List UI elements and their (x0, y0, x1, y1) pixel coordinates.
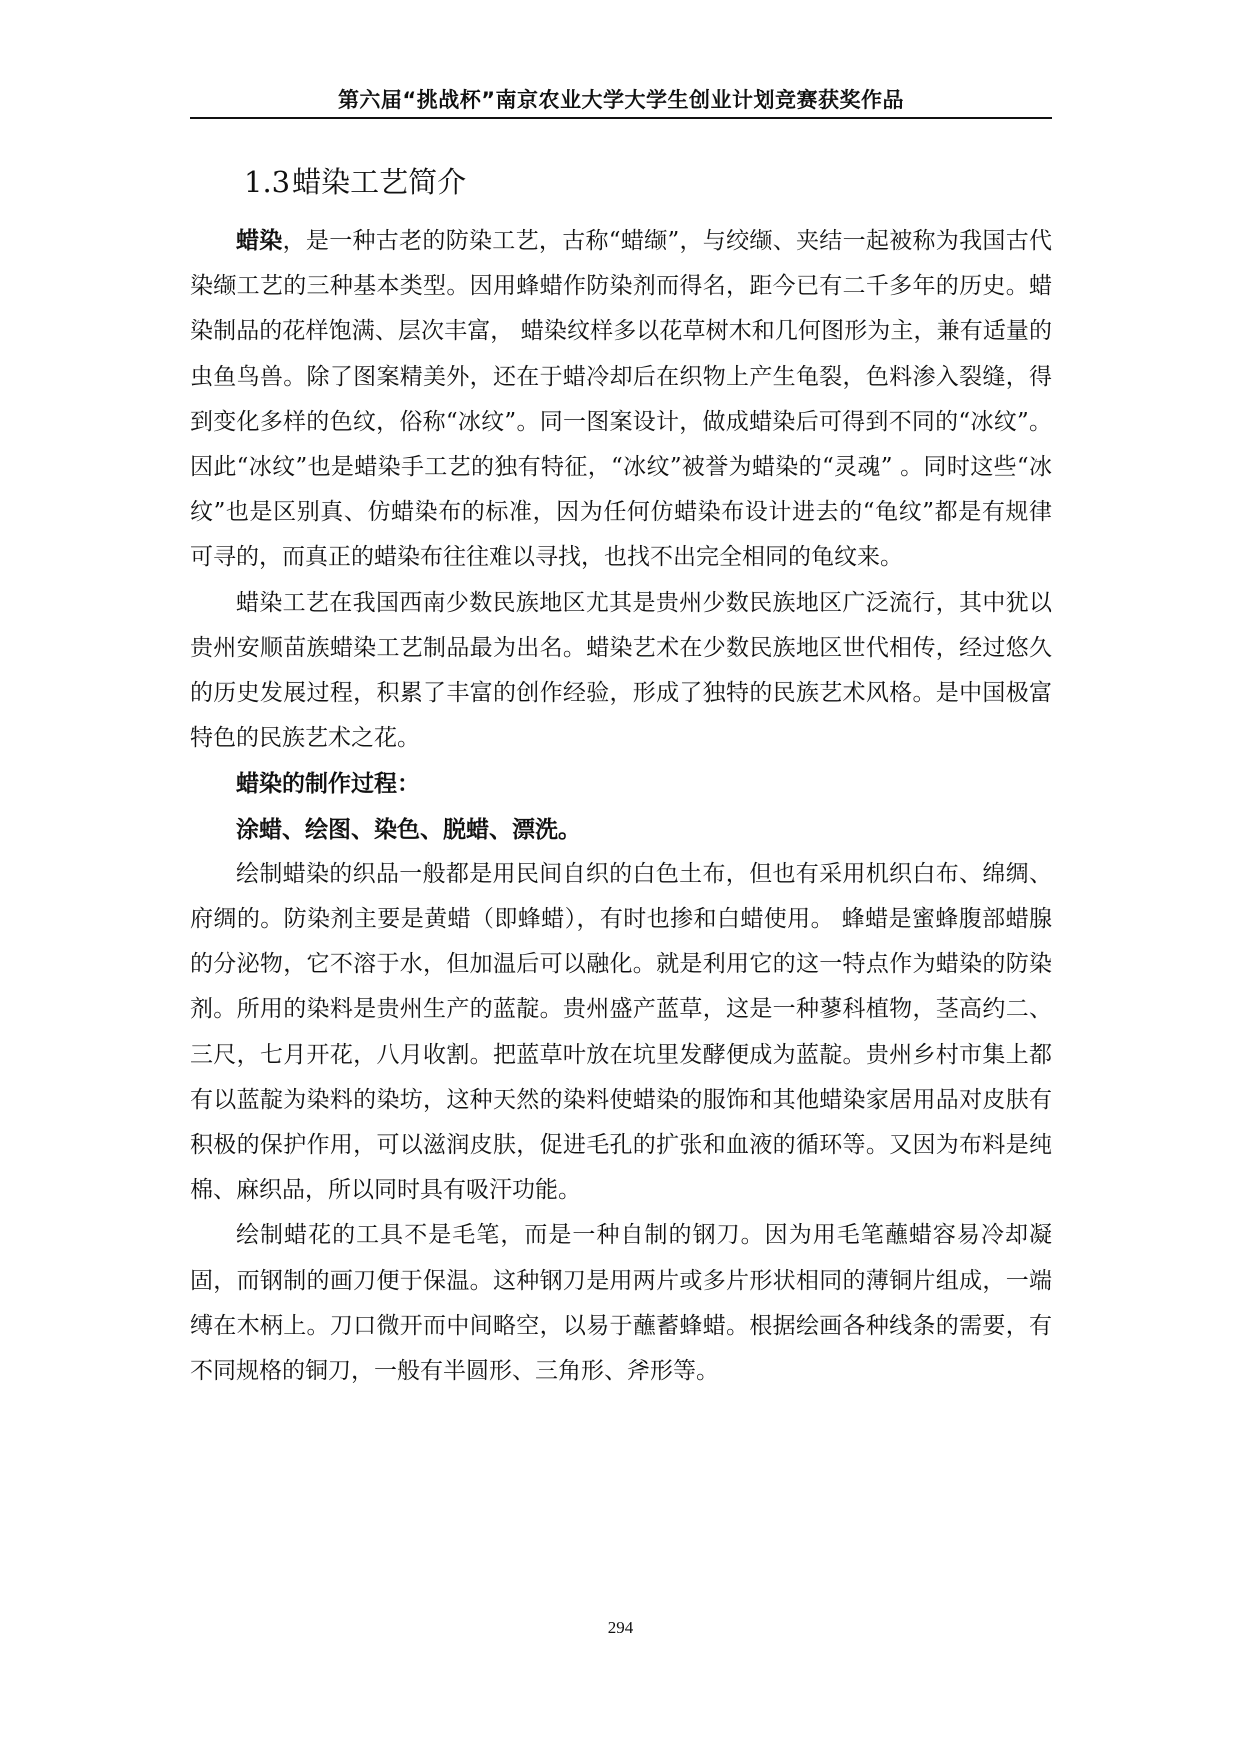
section-title (244, 162, 466, 202)
lead-term: 蜡染 (236, 227, 283, 254)
paragraph-intro (190, 218, 1052, 581)
paragraph-tools: 绘制蜡花的工具不是毛笔，而是一种自制的钢刀。因为用毛笔蘸蜡容易冷却凝固，而钢制的画刀便于保温。这种钢刀是用两片或多片形状相同的薄铜片组成，一端缚在木柄上。刀口微开而中间略空，以易于蘸蓄蜂蜡。根据绘画各种线条的需要，有不同规格的铜刀，一般有半圆形、三角形、斧形等。 (190, 1222, 1052, 1385)
paragraph-region: 蜡染工艺在我国西南少数民族地区尤其是贵州少数民族地区广泛流行，其中犹以贵州安顺苗族蜡染工艺制品最为出名。蜡染艺术在少数民族地区世代相传，经过悠久的历史发展过程，积累了丰富的创作经验，形成了独特的民族艺术风格。是中国极富特色的民族艺术之花。 (190, 589, 1052, 752)
body-content (190, 218, 1052, 1394)
section-title-text: 蜡染工艺简介 (292, 165, 467, 199)
section-number: 1.3 (244, 165, 291, 199)
process-heading: 蜡染的制作过程： (236, 770, 420, 798)
header-rule (190, 117, 1052, 119)
process-steps: 涂蜡、绘图、染色、脱蜡、漂洗。 (236, 815, 581, 843)
page-number: 294 (607, 1618, 634, 1637)
paragraph-materials: 绘制蜡染的织品一般都是用民间自织的白色土布，但也有采用机织白布、绵绸、府绸的。防染剂主要是黄蜡（即蜂蜡），有时也掺和白蜡使用。 蜂蜡是蜜蜂腹部蜡腺的分泌物，它不溶于水，但加温后可以融化。就是利用它的这一特点作为蜡染的防染剂。所用的染料是贵州生产的蓝靛。贵州盛产蓝草，这是一种蓼科植物，茎高约二、三尺，七月开花，八月收割。把蓝草叶放在坑里发酵便成为蓝靛。贵州乡村市集上都有以蓝靛为染料的染坊，这种天然的染料使蜡染的服饰和其他蜡染家居用品对皮肤有积极的保护作用，可以滋润皮肤，促进毛孔的扩张和血液的循环等。又因为布料是纯棉、麻织品，所以同时具有吸汗功能。 (190, 860, 1052, 1204)
running-header: 第六届“挑战杯”南京农业大学大学生创业计划竞赛获奖作品 (337, 88, 905, 112)
paragraph-intro-text: ，是一种古老的防染工艺，古称“蜡缬”，与绞缬、夹结一起被称为我国古代染缬工艺的三种基本类型。因用蜂蜡作防染剂而得名，距今已有二千多年的历史。蜡染制品的花样饱满、层次丰富， 蜡染纹样多以花草树木和几何图形为主，兼有适量的虫鱼鸟兽。除了图案精美外，还在于蜡冷却后在织物上产生龟裂，色料渗入裂缝，得到变化多样的色纹，俗称“冰纹”。同一图案设计，做成蜡染后可得到不同的“冰纹”。因此“冰纹”也是蜡染手工艺的独有特征，“冰纹”被誉为蜡染的“灵魂” 。同时这些“冰纹”也是区别真、仿蜡染布的标准，因为任何仿蜡染布设计进去的“龟纹”都是有规律可寻的，而真正的蜡染布往往难以寻找，也找不出完全相同的龟纹来。 (190, 228, 1052, 571)
